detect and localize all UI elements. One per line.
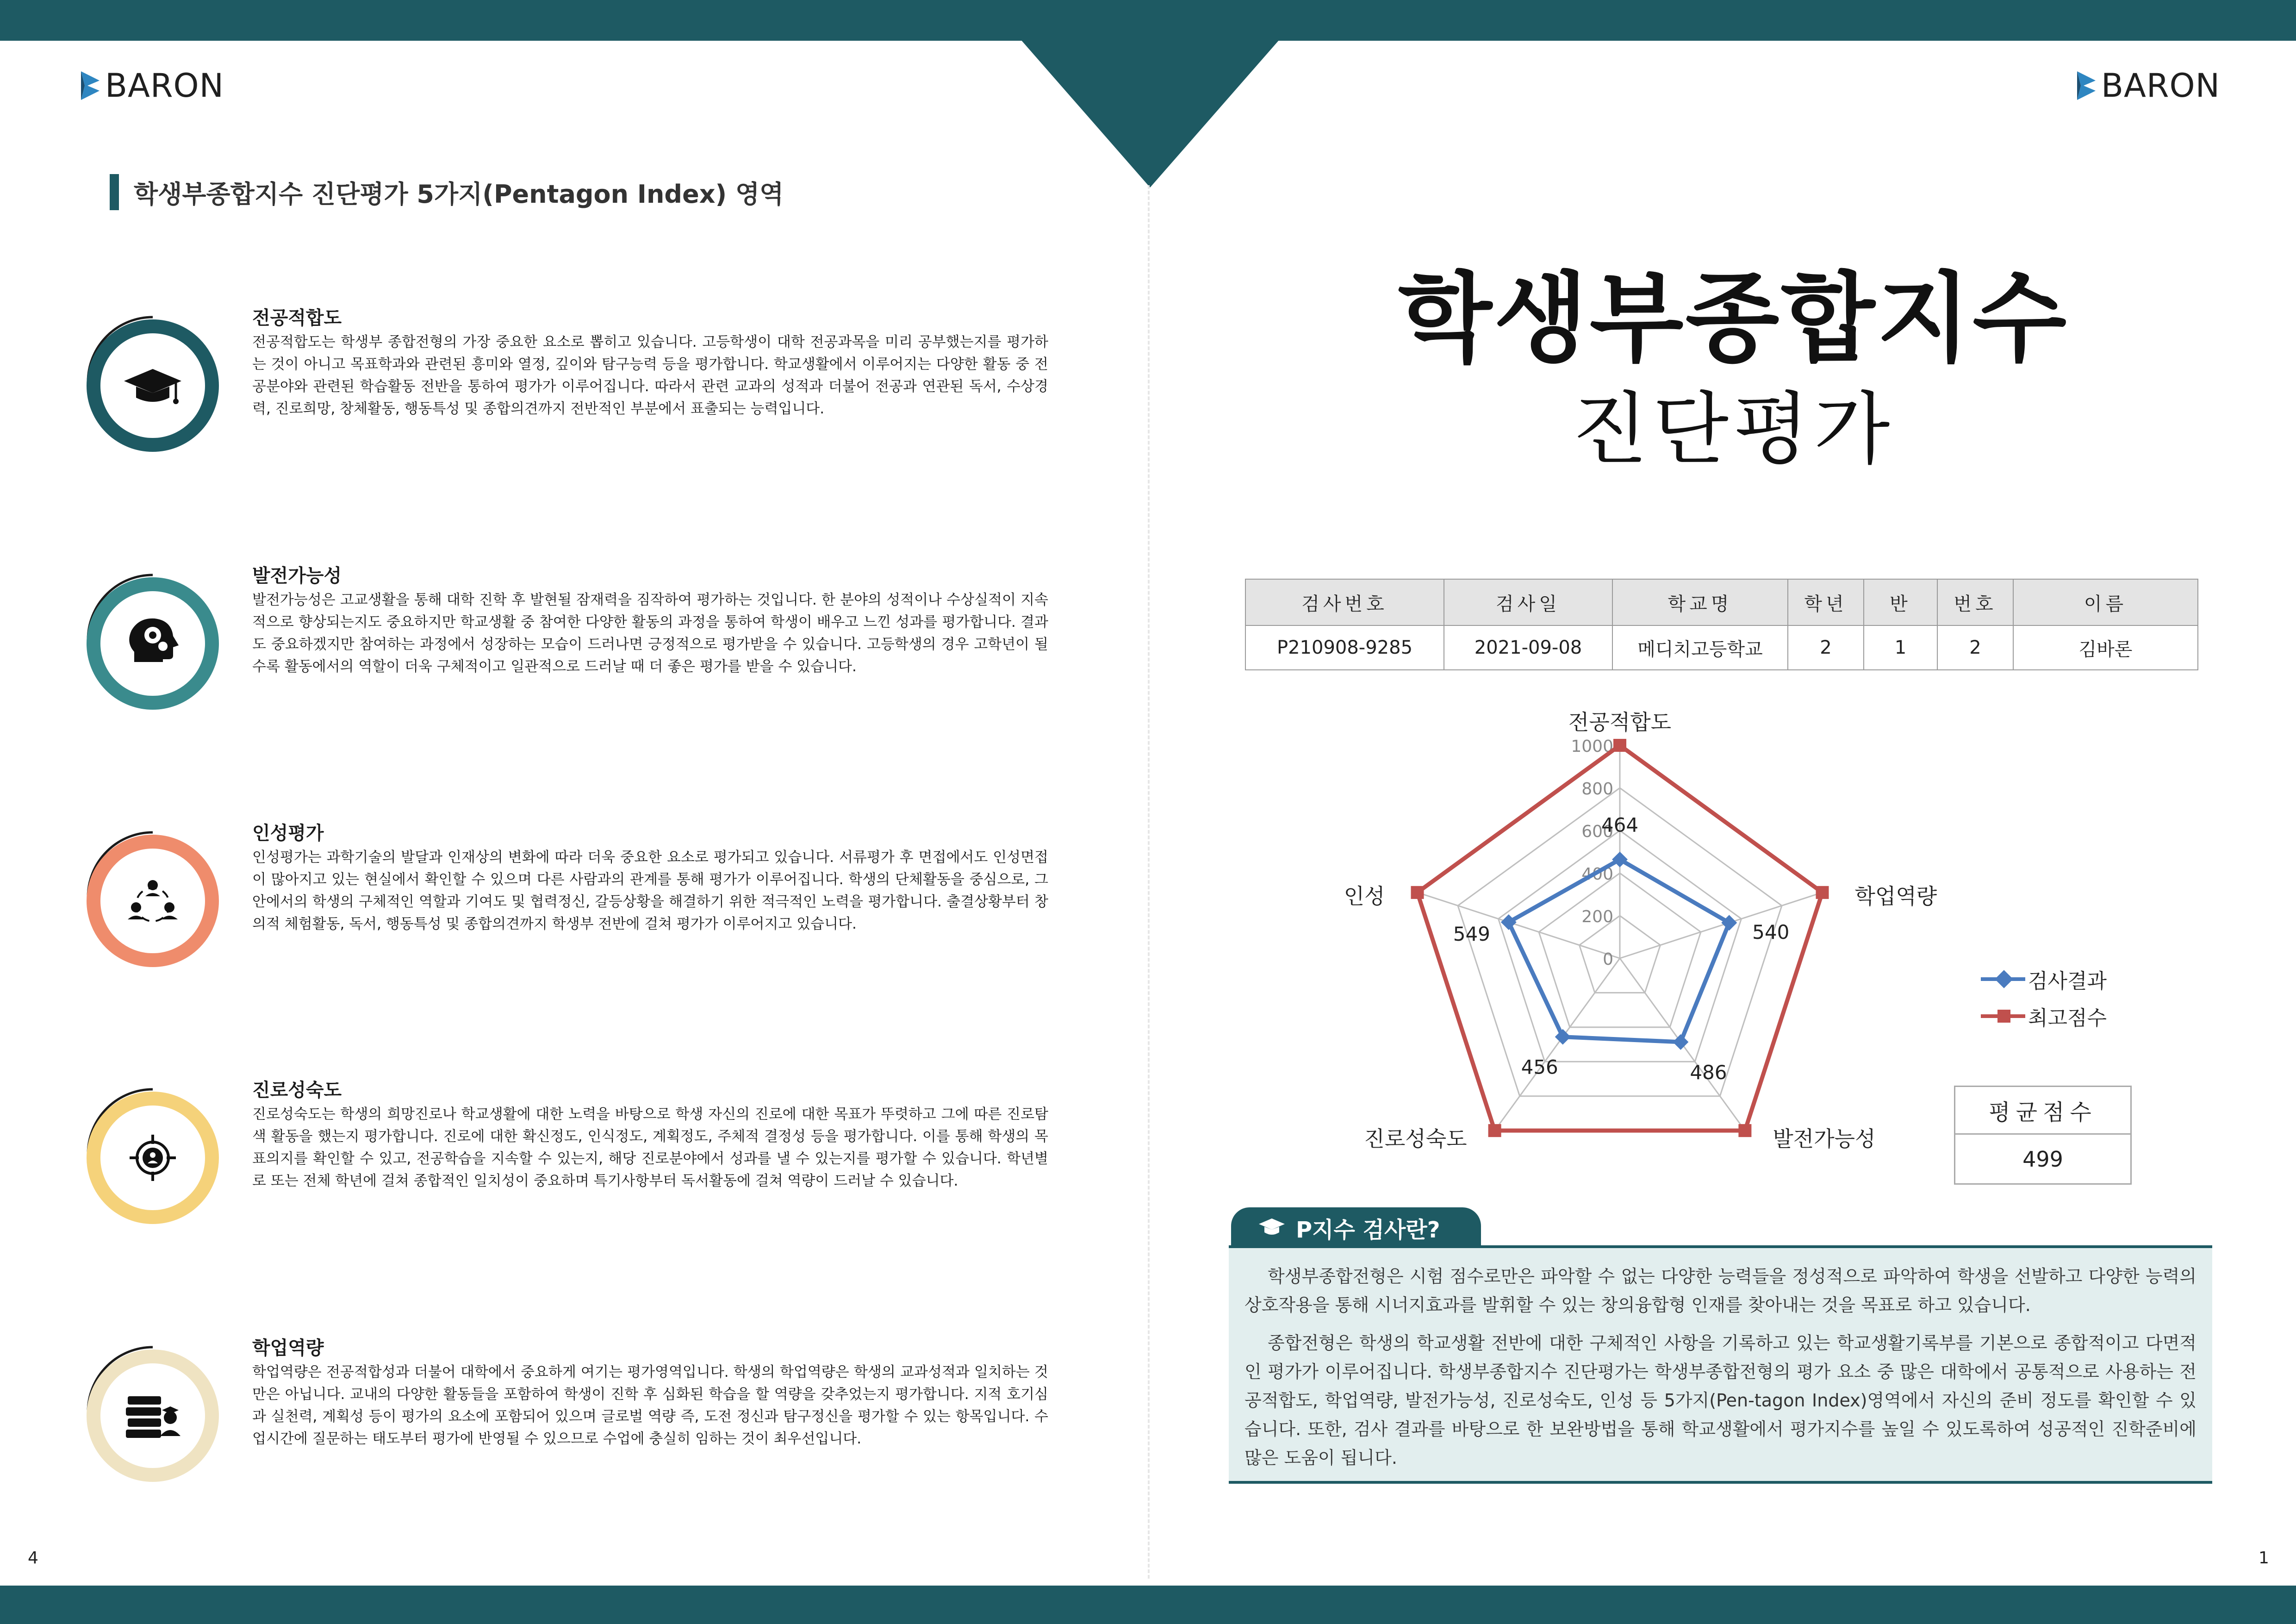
header-exam-date: 검사일 — [1444, 579, 1612, 625]
grid-spoke — [1495, 958, 1620, 1131]
item-description: 진로성숙도는 학생의 희망진로나 학교생활에 대한 노력을 바탕으로 학생 자신의 진로에 대한 목표가 뚜렷하고 그에 따른 진로탐색 활동을 했는지 평가합니다. 진로에 대한 확신정도, 인식정도, 계획정도, 주체적 결정성 등을 평가합니다. 이를 통해 학생의 목표의지를 확인할 수 있고, 전공학습을 지속할 수 있는지, 해당 진로분야에서 성과를 낼 수 있는지를 평가할 수 있습니다. 학년별로 또는 전체 학년에 걸쳐 종합적인 일치성이 중요하며 특기사항부터 독서활동에 걸쳐 역량이 드러날 수 있습니다. — [252, 1106, 1048, 1189]
data-label: 486 — [1690, 1061, 1727, 1084]
page-fold-line — [1148, 185, 1150, 1579]
axis-tick-label: 800 — [1581, 780, 1613, 799]
data-label: 456 — [1521, 1056, 1558, 1079]
category-label: 인성 — [1344, 883, 1385, 909]
cell-school: 메디치고등학교 — [1612, 625, 1788, 670]
header-name: 이름 — [2013, 579, 2198, 625]
table-row — [1245, 625, 2198, 670]
ring-badge — [74, 1333, 231, 1491]
axis-tick-label: 0 — [1603, 950, 1613, 969]
data-label: 464 — [1601, 813, 1639, 837]
index-item-major-fit — [74, 303, 1064, 498]
axis-tick-label: 200 — [1581, 907, 1613, 926]
brand-logo-left — [81, 65, 224, 106]
radar-chart — [1287, 681, 1953, 1181]
cell-class: 1 — [1864, 625, 1937, 670]
header-number: 번호 — [1937, 579, 2013, 625]
grid-spoke — [1620, 893, 1822, 958]
axis-tick-label: 1000 — [1571, 737, 1613, 756]
legend-label: 검사결과 — [2028, 969, 2107, 993]
cell-exam-number: P210908-9285 — [1245, 625, 1444, 670]
data-label: 540 — [1752, 921, 1790, 944]
center-notch — [1020, 0, 1280, 190]
item-description: 학업역량은 전공적합성과 더불어 대학에서 중요하게 여기는 평가영역입니다. 학생의 학업역량은 학생의 교과성적과 일치하는 것만은 아닙니다. 교내의 다양한 활동들을 포함하여 학생이 진학 후 심화된 학습을 할 역량을 갖추었는지 평가합니다. 지적 호기심과 실천력, 계획성 등이 평가의 요소에 포함되어 있으며 글로벌 역량 즉, 도전 정신과 탐구정신을 평가할 수 있는 항목입니다. 수업시간에 질문하는 태도부터 평가에 반영될 수 있으므로 수업에 충실히 임하는 것이 최우선입니다. — [252, 1364, 1048, 1447]
cell-grade: 2 — [1788, 625, 1864, 670]
report-subtitle: 진단평가 — [1572, 384, 1895, 475]
brand-name: BARON — [105, 67, 224, 105]
data-point — [1501, 914, 1517, 930]
paragraph: 학생부종합전형은 시험 점수로만은 파악할 수 없는 다양한 능력들을 정성적으로 파악하여 학생을 선발하고 다양한 능력의 상호작용을 통해 시너지효과를 발휘할 수 있는 창의융합형 인재를 찾아내는 것을 목표로 하고 있습니다. — [1244, 1266, 2196, 1315]
ring-badge — [74, 303, 231, 461]
baron-logo-icon — [2077, 71, 2096, 100]
ring-badge — [74, 1075, 231, 1233]
target-person-icon — [130, 1135, 176, 1181]
average-score-value: 499 — [2022, 1146, 2063, 1172]
index-item-career — [74, 1075, 1064, 1270]
item-title: 학업역량 — [252, 1337, 324, 1359]
bottom-banner — [0, 1586, 2296, 1624]
legend-label: 최고점수 — [2028, 1006, 2107, 1030]
header-grade: 학년 — [1788, 579, 1864, 625]
legend-swatch — [1981, 977, 2025, 981]
item-title: 인성평가 — [252, 823, 324, 844]
cell-number: 2 — [1937, 625, 2013, 670]
data-label: 549 — [1453, 922, 1490, 945]
graduation-cap-icon — [1259, 1218, 1285, 1237]
index-item-growth — [74, 561, 1064, 756]
axis-tick-label: 400 — [1581, 865, 1613, 884]
axis-tick-label: 600 — [1581, 822, 1613, 841]
heading-accent-bar — [110, 174, 119, 210]
item-description: 전공적합도는 학생부 종합전형의 가장 중요한 요소로 뽑히고 있습니다. 고등학생이 대학 전공과목을 미리 공부했는지를 평가하는 것이 아니고 목표학과와 관련된 흥미와 열정, 깊이와 탐구능력 등을 평가합니다. 학교생활에서 이루어지는 다양한 활동 중 전공분야와 관련된 학습활동 전반을 통하여 평가가 이루어집니다. 따라서 관련 교과의 성적과 더불어 전공과 연관된 독서, 수상경력, 진로희망, 창체활동, 행동특성 및 종합의견까지 전반적인 부분에서 표출되는 능력입니다. — [252, 334, 1048, 417]
p-index-tab — [1231, 1207, 1481, 1248]
header-exam-number: 검사번호 — [1245, 579, 1444, 625]
data-point — [1411, 886, 1424, 899]
data-point — [1555, 1029, 1571, 1045]
data-point — [1488, 1124, 1501, 1137]
ring-badge — [74, 818, 231, 976]
item-description: 인성평가는 과학기술의 발달과 인재상의 변화에 따라 더욱 중요한 요소로 평가되고 있습니다. 서류평가 후 면접에서도 인성면접이 많아지고 있는 현실에서 확인할 수 있으며 다른 사람과의 관계를 통해 평가가 이루어집니다. 학생의 단체활동을 중심으로, 그 안에서의 학생의 구체적인 역할과 기여도 및 협력정신, 갈등상황을 해결하기 위한 적극적인 노력을 평가합니다. 출결상황부터 창의적 체험활동, 독서, 행동특성 및 종합의견까지 학생부 전반에 걸쳐 평가가 이루어지고 있습니다. — [252, 849, 1048, 932]
page-number-left: 4 — [28, 1549, 38, 1568]
report-title: 학생부종합지수 — [1398, 262, 2069, 375]
section-title: 학생부종합지수 진단평가 5가지(Pentagon Index) 영역 — [134, 179, 784, 209]
category-label: 진로성숙도 — [1364, 1126, 1467, 1152]
brand-logo-right — [2077, 65, 2220, 106]
page-number-right: 1 — [2259, 1549, 2269, 1568]
p-index-heading: P지수 검사란? — [1296, 1217, 1440, 1243]
legend-item-result — [1981, 961, 2107, 998]
graduation-cap-icon — [124, 369, 181, 404]
data-point — [1613, 739, 1626, 752]
index-item-character — [74, 818, 1064, 1013]
legend-swatch — [1981, 1014, 2025, 1018]
average-score-box — [1954, 1086, 2132, 1185]
average-score-label: 평균점수 — [1955, 1087, 2130, 1135]
chart-legend — [1981, 961, 2107, 1035]
category-label: 전공적합도 — [1568, 710, 1672, 735]
legend-item-max — [1981, 998, 2107, 1035]
head-gears-icon — [129, 618, 179, 662]
item-title: 발전가능성 — [252, 565, 342, 587]
category-label: 학업역량 — [1854, 883, 1937, 909]
data-point — [1816, 886, 1829, 899]
student-info-table — [1245, 579, 2198, 670]
p-index-description — [1229, 1245, 2212, 1484]
header-school: 학교명 — [1612, 579, 1788, 625]
paragraph: 종합전형은 학생의 학교생활 전반에 대한 구체적인 사항을 기록하고 있는 학교생활기록부를 기본으로 종합적이고 다면적인 평가가 이루어집니다. 학생부종합지수 진단평가는 학생부종합전형의 평가 요소 중 많은 대학에서 공통적으로 사용하는 전공적합도, 학업역량, 발전가능성, 진로성숙도, 인성 등 5가지(Pen-tagon Index)영역에서 자신의 준비 정도를 확인할 수 있습니다. 또한, 검사 결과를 바탕으로 한 보완방법을 통해 학교생활에서 평가지수를 높일 수 있도록하여 성공적인 진학준비에 많은 도움이 됩니다. — [1244, 1333, 2196, 1468]
index-item-academic — [74, 1333, 1064, 1528]
header-class: 반 — [1864, 579, 1937, 625]
cell-exam-date: 2021-09-08 — [1444, 625, 1612, 670]
books-student-icon — [126, 1396, 180, 1438]
people-network-icon — [128, 880, 178, 921]
category-label: 발전가능성 — [1773, 1126, 1876, 1152]
item-title: 전공적합도 — [252, 307, 342, 329]
item-description: 발전가능성은 고교생활을 통해 대학 진학 후 발현될 잠재력을 짐작하여 평가하는 것입니다. 한 분야의 성적이나 수상실적이 지속적으로 향상되는지도 중요하지만 학교생활 중 참여한 다양한 활동의 과정을 통하여 학생이 배우고 느낀 성과를 평가합니다. 결과도 중요하겠지만 참여하는 과정에서 성장하는 모습이 드러나면 긍정적으로 평가받을 수 있습니다. 고등학생의 경우 고학년이 될수록 활동에서의 역할이 더욱 구체적이고 일관적으로 드러날 때 더 좋은 평가를 받을 수 있습니다. — [252, 592, 1048, 675]
data-point — [1738, 1124, 1751, 1137]
item-title: 진로성숙도 — [252, 1080, 342, 1101]
ring-badge — [74, 561, 231, 718]
baron-logo-icon — [81, 71, 100, 100]
cell-name: 김바론 — [2013, 625, 2198, 670]
data-point — [1673, 1034, 1688, 1050]
brand-name: BARON — [2101, 67, 2221, 105]
section-heading — [110, 174, 784, 211]
table-header-row — [1245, 579, 2198, 625]
